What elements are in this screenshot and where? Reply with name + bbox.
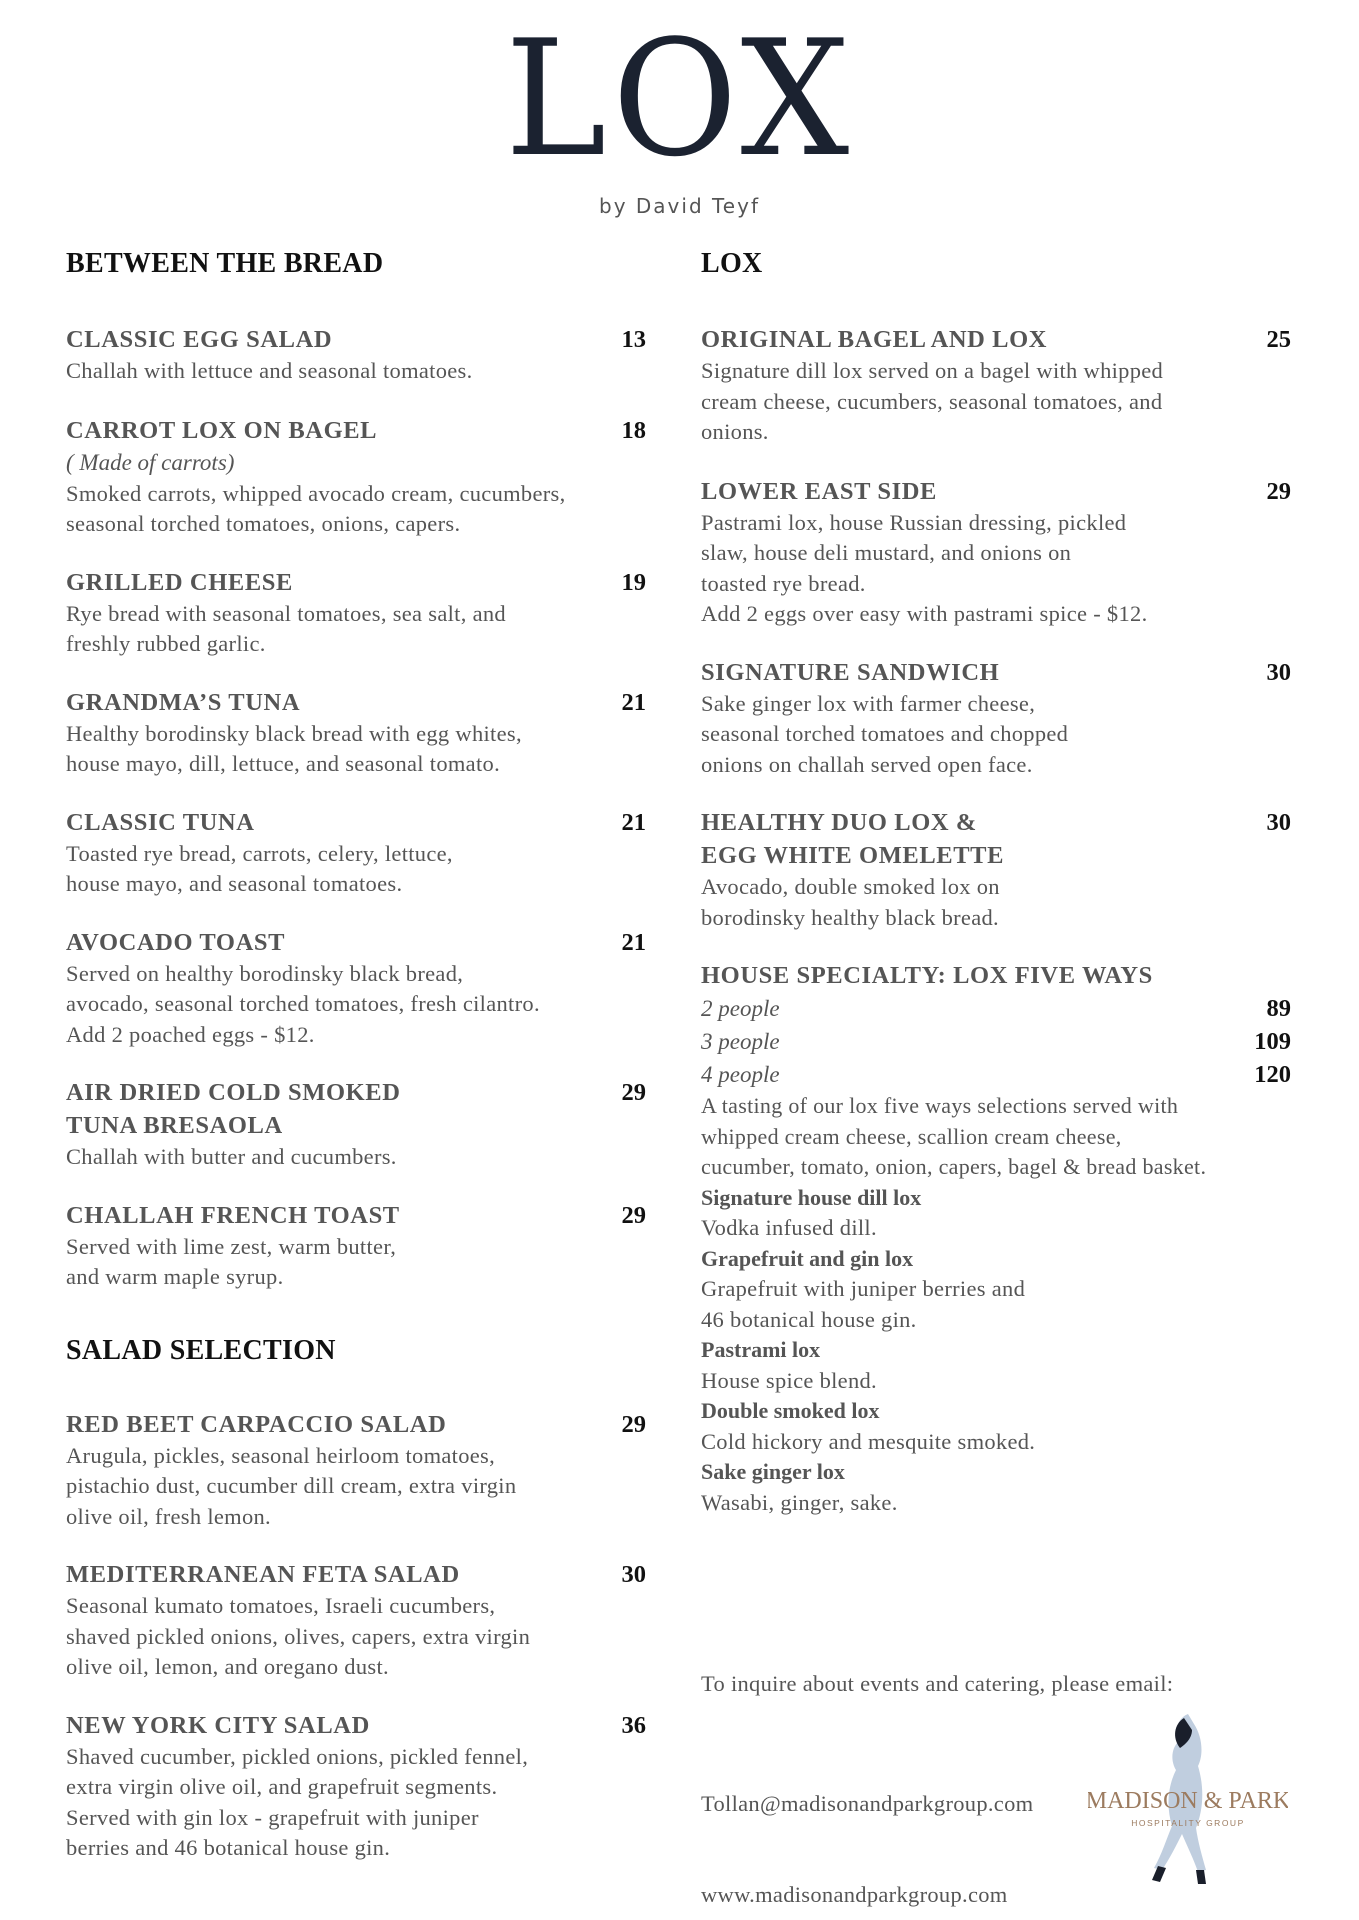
option-price: 109 (1254, 1028, 1291, 1055)
menu-item-carrot-lox (66, 414, 646, 540)
item-price: 36 (621, 1711, 646, 1739)
item-name: NEW YORK CITY SALAD (66, 1711, 370, 1739)
item-name: GRILLED CHEESE (66, 568, 293, 596)
item-price: 13 (621, 326, 646, 353)
menu-item-challah-french-toast (66, 1199, 646, 1293)
section-title-between-the-bread: BETWEEN THE BREAD (66, 248, 384, 279)
option-price: 120 (1254, 1061, 1291, 1088)
item-desc: Avocado, double smoked lox on borodinsky healthy black bread. (701, 874, 1000, 930)
menu-item-classic-egg-salad (66, 323, 646, 387)
item-name: CLASSIC TUNA (66, 808, 255, 836)
item-name: GRANDMA’S TUNA (66, 688, 301, 716)
item-name: AIR DRIED COLD SMOKED TUNA BRESAOLA (66, 1079, 401, 1139)
menu-item-red-beet-carpaccio (66, 1408, 646, 1533)
right-column (701, 248, 1291, 1518)
item-desc: Pastrami lox, house Russian dressing, pickled slaw, house deli mustard, and onions on toasted rye bread. Add 2 eggs over easy with pastrami spice - $12. (701, 509, 1148, 626)
partner-logo-name: MADISON & PARK (1088, 1788, 1288, 1814)
menu-item-signature-sandwich (701, 656, 1291, 781)
item-desc: Healthy borodinsky black bread with egg whites, house mayo, dill, lettuce, and seasonal tomato. (66, 720, 522, 776)
item-desc: Signature dill lox served on a bagel with whipped cream cheese, cucumbers, seasonal tomatoes, and onions. (701, 358, 1164, 444)
item-name: CARROT LOX ON BAGEL (66, 416, 378, 444)
menu-item-mediterranean-feta (66, 1558, 646, 1683)
madison-park-logo (1088, 1708, 1288, 1888)
item-name: LOWER EAST SIDE (701, 477, 937, 505)
item-name: MEDITERRANEAN FETA SALAD (66, 1561, 460, 1588)
option-2-people (701, 992, 1291, 1025)
item-name-line2: EGG WHITE OMELETTE (701, 842, 1005, 869)
variety-desc: Vodka infused dill. (701, 1215, 877, 1240)
item-desc: Smoked carrots, whipped avocado cream, cucumbers, seasonal torched tomatoes, onions, capers. (66, 480, 566, 536)
item-price: 21 (621, 688, 646, 716)
email-link[interactable]: Tollan@madisonandparkgroup.com (701, 1791, 1034, 1816)
menu-item-tuna-bresaola (66, 1076, 646, 1173)
item-price: 30 (621, 1561, 646, 1588)
menu-item-avocado-toast (66, 926, 646, 1051)
item-desc: Challah with butter and cucumbers. (66, 1144, 397, 1169)
item-price: 29 (621, 1079, 646, 1106)
item-price: 25 (1266, 326, 1291, 353)
item-price: 19 (621, 568, 646, 596)
item-price: 29 (621, 1410, 646, 1438)
item-name: RED BEET CARPACCIO SALAD (66, 1410, 447, 1438)
lox-logo-text: LOX (504, 32, 855, 162)
item-name-line1: HEALTHY DUO LOX & (701, 809, 977, 836)
item-desc: Served on healthy borodinsky black bread, avocado, seasonal torched tomatoes, fresh cilantro. Add 2 poached eggs - $12. (66, 960, 540, 1047)
option-price: 89 (1266, 995, 1291, 1022)
website-link[interactable]: www.madisonandparkgroup.com (701, 1882, 1008, 1907)
menu-item-grandmas-tuna (66, 686, 646, 780)
item-price: 30 (1266, 658, 1291, 686)
menu-item-grilled-cheese (66, 566, 646, 660)
variety-desc: Cold hickory and mesquite smoked. (701, 1428, 1036, 1454)
item-note: ( Made of carrots) (66, 449, 235, 475)
item-desc: Served with lime zest, warm butter, and warm maple syrup. (66, 1233, 397, 1289)
item-name: ORIGINAL BAGEL AND LOX (701, 326, 1048, 353)
section-title-lox: LOX (701, 248, 763, 279)
section-title-salad-selection: SALAD SELECTION (66, 1334, 336, 1366)
variety-desc: House spice blend. (701, 1367, 877, 1393)
menu-item-new-york-city-salad (66, 1709, 646, 1864)
item-desc: Shaved cucumber, pickled onions, pickled fennel, extra virgin olive oil, and grapefruit segments. Served with gin lox - grapefruit with juniper berries and 46 botanical house gin. (66, 1743, 529, 1860)
item-price: 29 (1266, 477, 1291, 505)
horse-icon (1088, 1708, 1288, 1888)
menu-item-healthy-duo-lox (701, 806, 1291, 933)
variety-name: Double smoked lox (701, 1398, 880, 1423)
item-price: 29 (621, 1201, 646, 1229)
item-price: 30 (1266, 809, 1291, 836)
option-label: 4 people (701, 1062, 780, 1087)
byline: by David Teyf (599, 194, 760, 218)
item-desc: Challah with lettuce and seasonal tomatoes. (66, 358, 473, 383)
variety-name: Sake ginger lox (701, 1459, 845, 1484)
item-price: 18 (621, 416, 646, 444)
item-price: 21 (621, 928, 646, 956)
partner-logo-sub: HOSPITALITY GROUP (1131, 1818, 1245, 1828)
option-4-people (701, 1058, 1291, 1091)
item-desc: A tasting of our lox five ways selections served with whipped cream cheese, scallion cream cheese, cucumber, tomato, onion, capers, bagel & bread basket. (701, 1093, 1207, 1179)
option-label: 2 people (701, 996, 780, 1021)
item-desc: Arugula, pickles, seasonal heirloom tomatoes, pistachio dust, cucumber dill cream, extra virgin olive oil, fresh lemon. (66, 1442, 517, 1529)
item-price: 21 (621, 808, 646, 836)
item-desc: Seasonal kumato tomatoes, Israeli cucumbers, shaved pickled onions, olives, capers, extra virgin olive oil, lemon, and oregano dust. (66, 1593, 531, 1679)
option-label: 3 people (701, 1029, 780, 1054)
lox-logo-wordmark (500, 32, 860, 162)
item-desc: Sake ginger lox with farmer cheese, seasonal torched tomatoes and chopped onions on challah served open face. (701, 690, 1069, 777)
item-desc: Rye bread with seasonal tomatoes, sea salt, and freshly rubbed garlic. (66, 600, 506, 656)
option-3-people (701, 1025, 1291, 1058)
menu-item-original-bagel-and-lox (701, 323, 1291, 448)
item-name: HOUSE SPECIALTY: LOX FIVE WAYS (701, 962, 1153, 989)
variety-name: Signature house dill lox (701, 1184, 922, 1210)
item-name: CHALLAH FRENCH TOAST (66, 1201, 400, 1229)
variety-desc: Wasabi, ginger, sake. (701, 1489, 898, 1515)
variety-desc: Grapefruit with juniper berries and 46 botanical house gin. (701, 1276, 1026, 1332)
left-column (66, 248, 646, 1864)
item-name: CLASSIC EGG SALAD (66, 326, 333, 353)
menu-item-lox-five-ways (701, 959, 1291, 1518)
lox-logo (0, 32, 1359, 162)
item-name: AVOCADO TOAST (66, 928, 286, 956)
variety-name: Pastrami lox (701, 1337, 821, 1362)
menu-item-lower-east-side (701, 475, 1291, 630)
item-name: SIGNATURE SANDWICH (701, 658, 1000, 686)
menu-item-classic-tuna (66, 806, 646, 900)
inquire-text: To inquire about events and catering, please email: (701, 1671, 1174, 1696)
variety-name: Grapefruit and gin lox (701, 1245, 914, 1271)
item-desc: Toasted rye bread, carrots, celery, lettuce, house mayo, and seasonal tomatoes. (66, 840, 453, 896)
